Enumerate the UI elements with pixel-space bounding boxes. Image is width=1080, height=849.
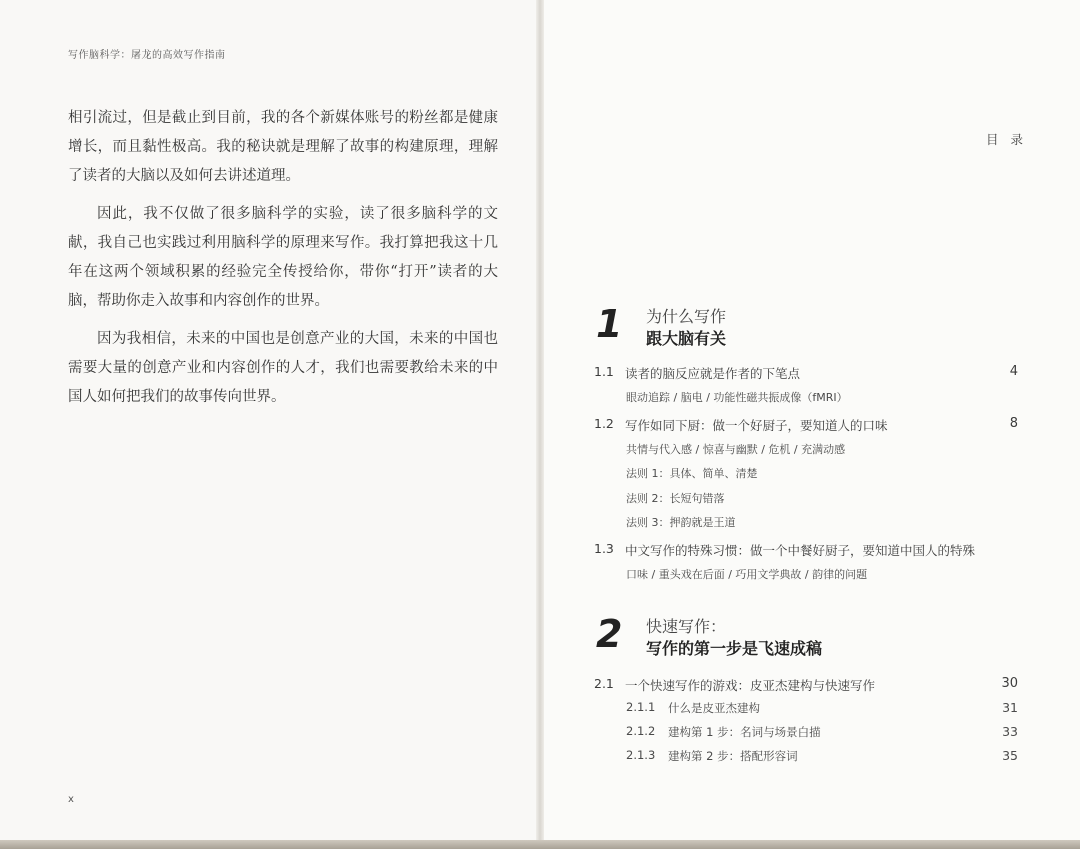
subsection-title: 建构第 2 步：搭配形容词 [668,749,798,763]
section-number: 1.1 [594,364,614,379]
subsection-page: 31 [1002,700,1018,715]
section-number: 1.2 [594,416,614,431]
subsection-number: 2.1.2 [626,724,656,738]
subsection-number: 2.1.3 [626,748,656,762]
section-title-continued: 口味 / 重头戏在后面 / 巧用文学典故 / 韵律的问题 [626,568,868,581]
paragraph: 因为我相信，未来的中国也是创意产业的大国，未来的中国也需要大量的创意产业和内容创作的人才，我们也需要教给未来的中国人如何把我们的故事传向世界。 [68,331,498,405]
chapter-title-line2: 跟大脑有关 [646,329,727,348]
running-head: 写作脑科学：屠龙的高效写作指南 [68,50,226,61]
chapter-number: 2 [596,612,623,656]
rule-item: 法则 2：长短句错落 [626,492,725,505]
section-title: 读者的脑反应就是作者的下笔点 [625,366,801,381]
section-title: 写作如同下厨：做一个好厨子，要知道人的口味 [625,418,888,433]
subsection-page: 33 [1002,724,1018,739]
section-title: 一个快速写作的游戏：皮亚杰建构与快速写作 [625,678,876,693]
subsection-title: 什么是皮亚杰建构 [668,701,760,715]
section-page: 4 [1009,364,1018,379]
toc-title: 目 录 [986,132,1027,147]
chapter-title-line2: 写作的第一步是飞速成稿 [646,639,823,658]
subsection-page: 35 [1002,748,1018,763]
section-number: 2.1 [594,676,614,691]
section-subtitle: 眼动追踪 / 脑电 / 功能性磁共振成像（fMRI） [626,391,848,404]
book-bottom-edge [0,840,1080,849]
chapter-number: 1 [596,302,623,346]
chapter-title-line1: 快速写作： [646,617,727,636]
paragraph: 相引流过，但是截止到目前，我的各个新媒体账号的粉丝都是健康增长，而且黏性极高。我的秘诀就是理解了故事的构建原理，理解了读者的大脑以及如何去讲述道理。 [68,110,498,184]
section-page: 8 [1009,416,1018,431]
rule-item: 法则 3：押韵就是王道 [626,516,736,529]
page-number: x [68,794,74,805]
section-page: 30 [1001,676,1018,691]
subsection-number: 2.1.1 [626,700,656,714]
rule-item: 法则 1：具体、简单、清楚 [626,467,758,480]
section-number: 1.3 [594,541,614,556]
section-subtitle: 共情与代入感 / 惊喜与幽默 / 危机 / 充满动感 [626,443,846,456]
body-text [68,104,498,421]
book-gutter [536,0,544,849]
section-title: 中文写作的特殊习惯：做一个中餐好厨子，要知道中国人的特殊 [625,543,976,558]
subsection-title: 建构第 1 步：名词与场景白描 [668,725,821,739]
chapter-title-line1: 为什么写作 [646,307,727,326]
paragraph: 因此，我不仅做了很多脑科学的实验，读了很多脑科学的文献，我自己也实践过利用脑科学的原理来写作。我打算把我这十几年在这两个领域积累的经验完全传授给你，带你“打开”读者的大脑，帮助你走入故事和内容创作的世界。 [68,206,498,309]
